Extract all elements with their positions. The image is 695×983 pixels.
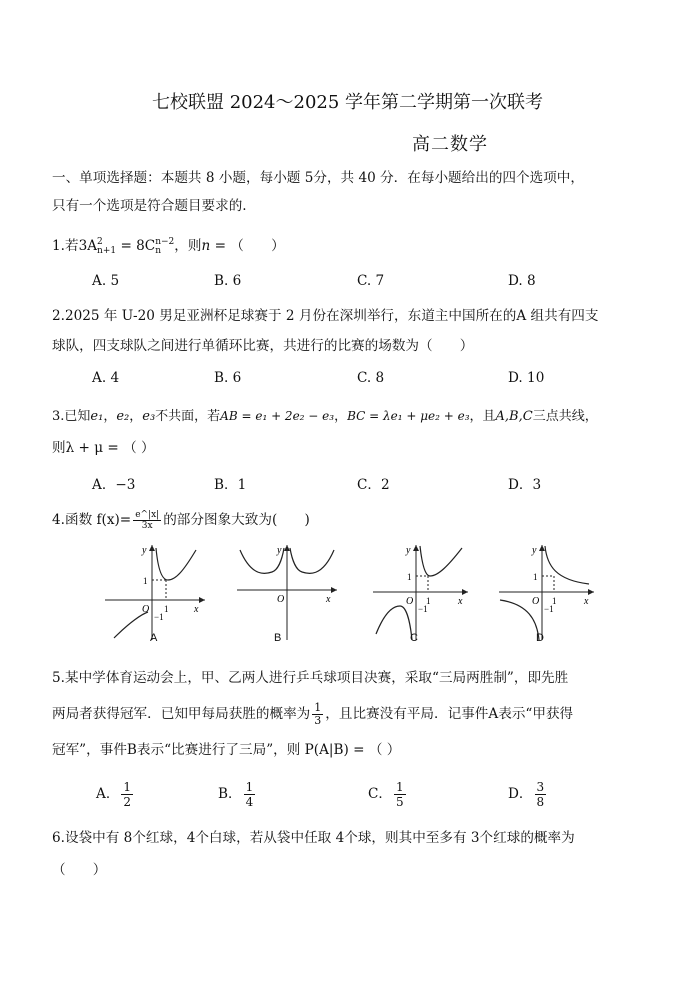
question-3-line1: 3.已知e₁，e₂，e₃不共面，若AB = e₁ + 2e₂ − e₃，BC = λe₁ + μe₂ + e₃，且A,B,C三点共线， (52, 409, 598, 424)
q3-option-a: A．−3 (92, 477, 136, 493)
q1-option-a: A. 5 (92, 273, 120, 289)
svg-text:1: 1 (552, 596, 557, 606)
svg-text:x: x (458, 596, 463, 607)
svg-text:−1: −1 (544, 604, 554, 614)
q2-option-b: B. 6 (214, 370, 242, 386)
graph-c (368, 540, 478, 645)
svg-text:O: O (142, 604, 150, 615)
question-6-line2: （ ） (52, 862, 107, 878)
q2-option-d: D. 10 (508, 370, 545, 386)
graph-a (100, 540, 210, 645)
question-1: 1.若3A 2 n+1 = 8C n−2 n ，则n = （ ） (52, 236, 285, 256)
question-3-line2: 则λ + μ = （ ） (52, 440, 155, 456)
q3-option-b: B．1 (214, 477, 247, 493)
question-2-line1: 2.2025 年 U-20 男足亚洲杯足球赛于 2 月份在深圳举行，东道主中国所在的A 组共有四支 (52, 308, 599, 324)
svg-text:y: y (406, 545, 411, 556)
question-5-line3: 冠军”，事件B表示“比赛进行了三局”，则 P(A|B) = （ ） (52, 742, 401, 758)
question-5-line1: 5.某中学体育运动会上，甲、乙两人进行乒乓球项目决赛，采取“三局两胜制”，即先胜 (52, 670, 569, 686)
q5-option-d: D． $\frac{3}{8}$ (508, 780, 545, 809)
graph-b-label: B (274, 632, 282, 644)
svg-text:y: y (532, 545, 537, 556)
exam-title: 七校联盟 2024～2025 学年第二学期第一次联考 (151, 92, 544, 113)
svg-text:x: x (584, 596, 589, 607)
question-4: 4.函数 f(x)= $\frac{e\^{}|x|}{3x}$ 的部分图象大致为( ) (52, 510, 310, 531)
svg-text:1: 1 (533, 572, 538, 582)
q5-option-c: C． $\frac{1}{5}$ (368, 780, 404, 809)
svg-text:−1: −1 (154, 612, 164, 622)
q2-option-a: A. 4 (92, 370, 120, 386)
question-6-line1: 6.设袋中有 8个红球，4个白球，若从袋中任取 4个球，则其中至多有 3个红球的概率为 (52, 830, 575, 846)
svg-text:O: O (277, 594, 285, 605)
q1-option-d: D. 8 (508, 273, 536, 289)
q2-option-c: C. 8 (357, 370, 385, 386)
exam-subtitle: 高二数学 (412, 134, 488, 155)
svg-text:1: 1 (143, 576, 148, 586)
section-instruction-line2: 只有一个选项是符合题目要求的. (52, 198, 247, 214)
svg-text:1: 1 (426, 596, 431, 606)
q1-option-b: B. 6 (214, 273, 242, 289)
svg-text:O: O (532, 596, 540, 607)
svg-text:y: y (142, 545, 147, 556)
svg-text:y: y (277, 545, 282, 556)
graph-a-label: A (150, 632, 158, 644)
svg-text:x: x (194, 604, 199, 615)
q1-option-c: C. 7 (357, 273, 385, 289)
section-instruction-line1: 一、单项选择题：本题共 8 小题，每小题 5分，共 40 分．在每小题给出的四个选项中， (52, 170, 584, 186)
q3-option-d: D．3 (508, 477, 542, 493)
graph-d (494, 540, 604, 645)
svg-text:−1: −1 (418, 604, 428, 614)
graph-b (232, 540, 342, 645)
svg-text:1: 1 (164, 604, 169, 614)
q5-option-a: A． $\frac{1}{2}$ (96, 780, 132, 809)
graph-d-label: D (536, 632, 544, 644)
question-5-line2: 两局者获得冠军．已知甲每局获胜的概率为 $\frac{1}{3}$ ，且比赛没有平局．记事件A表示“甲获得 (52, 701, 574, 727)
svg-text:1: 1 (407, 572, 412, 582)
graph-c-label: C (410, 632, 418, 644)
svg-text:x: x (326, 594, 331, 605)
question-2-line2: 球队，四支球队之间进行单循环比赛，共进行的比赛的场数为（ ） (52, 338, 474, 354)
svg-text:O: O (406, 596, 414, 607)
q5-option-b: B． $\frac{1}{4}$ (218, 780, 254, 809)
q3-option-c: C．2 (357, 477, 390, 493)
